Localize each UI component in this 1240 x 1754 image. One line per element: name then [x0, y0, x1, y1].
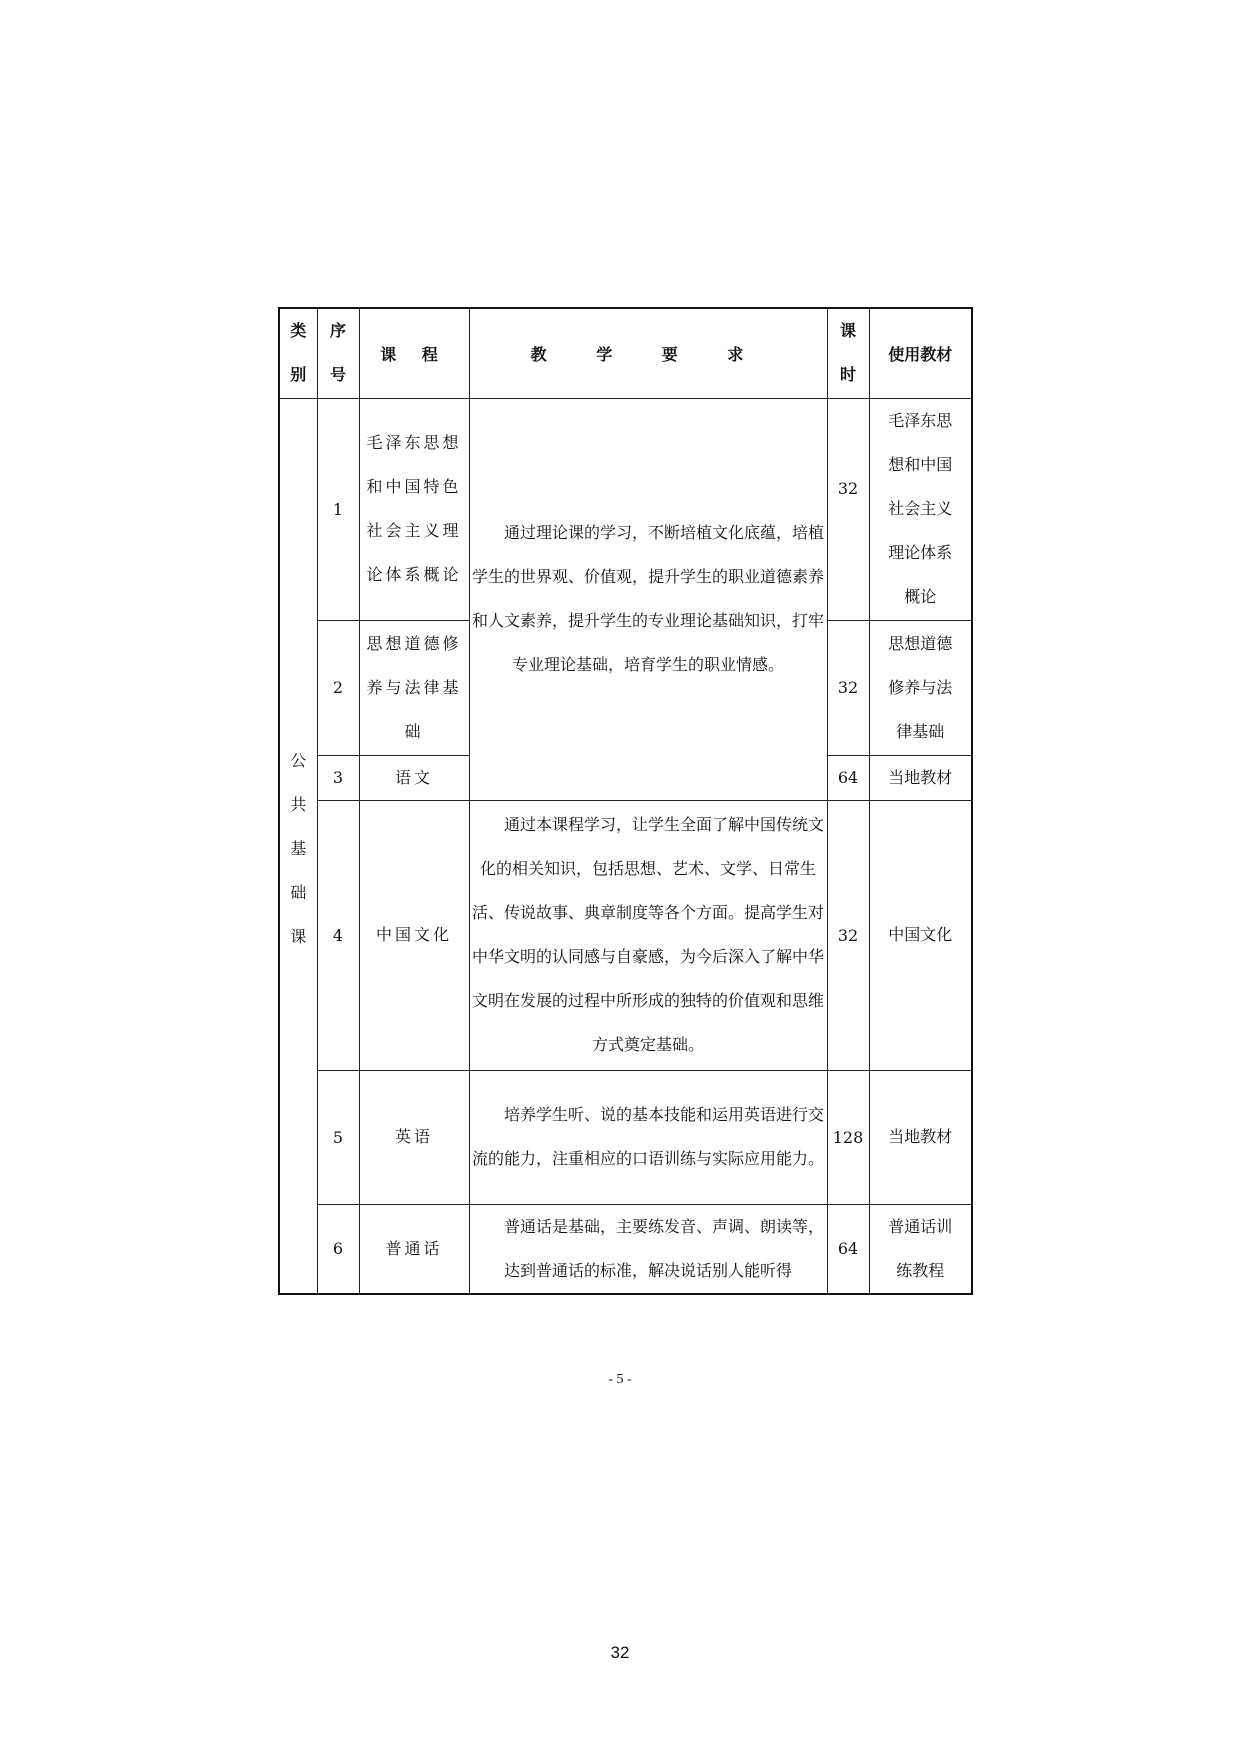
course-cell: 中国文化 [359, 800, 469, 1070]
textbook-line: 概论 [904, 587, 937, 606]
header-category-line: 类 [290, 321, 307, 341]
textbook-cell: 中国文化 [869, 800, 972, 1070]
header-requirement: 教 学 要 求 [469, 308, 827, 398]
course-line: 础 [404, 721, 424, 741]
textbook-cell [869, 398, 972, 620]
textbook-line: 理论体系 [888, 543, 953, 562]
category-char: 基 [290, 838, 307, 858]
category-cell [279, 398, 317, 1294]
course-line: 毛泽东思想 [366, 433, 462, 452]
category-char: 础 [290, 882, 307, 902]
seq-cell: 3 [317, 755, 359, 800]
hours-cell: 64 [827, 755, 869, 800]
textbook-line: 想和中国 [888, 455, 953, 474]
table-row [279, 800, 972, 1070]
footer-page-number: 32 [610, 1643, 630, 1662]
seq-cell: 6 [317, 1204, 359, 1294]
hours-cell: 32 [827, 398, 869, 620]
seq-cell: 5 [317, 1070, 359, 1204]
requirement-text: 普通话是基础，主要练发音、声调、朗读等，达到普通话的标准，解决说话别人能听得 [503, 1216, 824, 1280]
category-char: 课 [290, 926, 307, 946]
course-line: 论体系概论 [366, 565, 462, 584]
category-char: 共 [290, 794, 307, 814]
table-row [279, 1204, 972, 1294]
header-row [279, 308, 972, 398]
textbook-line: 毛泽东思 [888, 411, 953, 430]
requirement-cell-shared: 通过理论课的学习，不断培植文化底蕴，培植学生的世界观、价值观，提升学生的职业道德素养和人文素养，提升学生的专业理论基础知识，打牢专业理论基础，培育学生的职业情感。 [469, 398, 827, 800]
table-row [279, 1070, 972, 1204]
header-seq-line: 号 [329, 365, 346, 385]
seq-cell: 4 [317, 800, 359, 1070]
header-category-line: 别 [290, 365, 307, 385]
textbook-cell: 当地教材 [869, 755, 972, 800]
course-line: 思想道德修 [366, 633, 462, 653]
category-char: 公 [290, 750, 307, 770]
requirement-cell: 培养学生听、说的基本技能和运用英语进行交流的能力，注重相应的口语训练与实际应用能力。 [469, 1070, 827, 1204]
course-cell: 普通话 [359, 1204, 469, 1294]
header-textbook: 使用教材 [869, 308, 972, 398]
header-hours [827, 308, 869, 398]
header-category [279, 308, 317, 398]
table-row [279, 398, 972, 620]
textbook-line: 律基础 [896, 721, 945, 741]
course-cell: 语文 [359, 755, 469, 800]
seq-cell: 1 [317, 398, 359, 620]
page-number: - 5 - [608, 1372, 632, 1387]
course-cell [359, 398, 469, 620]
header-hours-line: 时 [839, 365, 856, 385]
course-cell: 英语 [359, 1070, 469, 1204]
seq-cell: 2 [317, 620, 359, 755]
requirement-cell [469, 1204, 827, 1294]
header-hours-line: 课 [839, 321, 856, 341]
textbook-line: 思想道德 [888, 633, 953, 653]
textbook-line: 练教程 [896, 1260, 945, 1280]
course-line: 和中国特色 [366, 477, 462, 496]
hours-cell: 64 [827, 1204, 869, 1294]
header-seq-line: 序 [329, 321, 346, 341]
hours-cell: 32 [827, 800, 869, 1070]
requirement-cell: 通过本课程学习，让学生全面了解中国传统文化的相关知识，包括思想、艺术、文学、日常生活、传说故事、典章制度等各个方面。提高学生对中华文明的认同感与自豪感，为今后深入了解中华文明在发展的过程中所形成的独特的价值观和思维方式奠定基础。 [469, 800, 827, 1070]
textbook-cell [869, 1204, 972, 1294]
course-cell [359, 620, 469, 755]
textbook-line: 普通话训 [888, 1216, 953, 1236]
course-line: 社会主义理 [366, 521, 462, 540]
header-course: 课 程 [359, 308, 469, 398]
textbook-cell [869, 620, 972, 755]
course-line: 养与法律基 [366, 677, 462, 697]
textbook-cell: 当地教材 [869, 1070, 972, 1204]
textbook-line: 修养与法 [888, 677, 953, 697]
header-seq [317, 308, 359, 398]
hours-cell: 128 [827, 1070, 869, 1204]
hours-cell: 32 [827, 620, 869, 755]
curriculum-table [278, 307, 973, 1295]
textbook-line: 社会主义 [888, 499, 953, 518]
